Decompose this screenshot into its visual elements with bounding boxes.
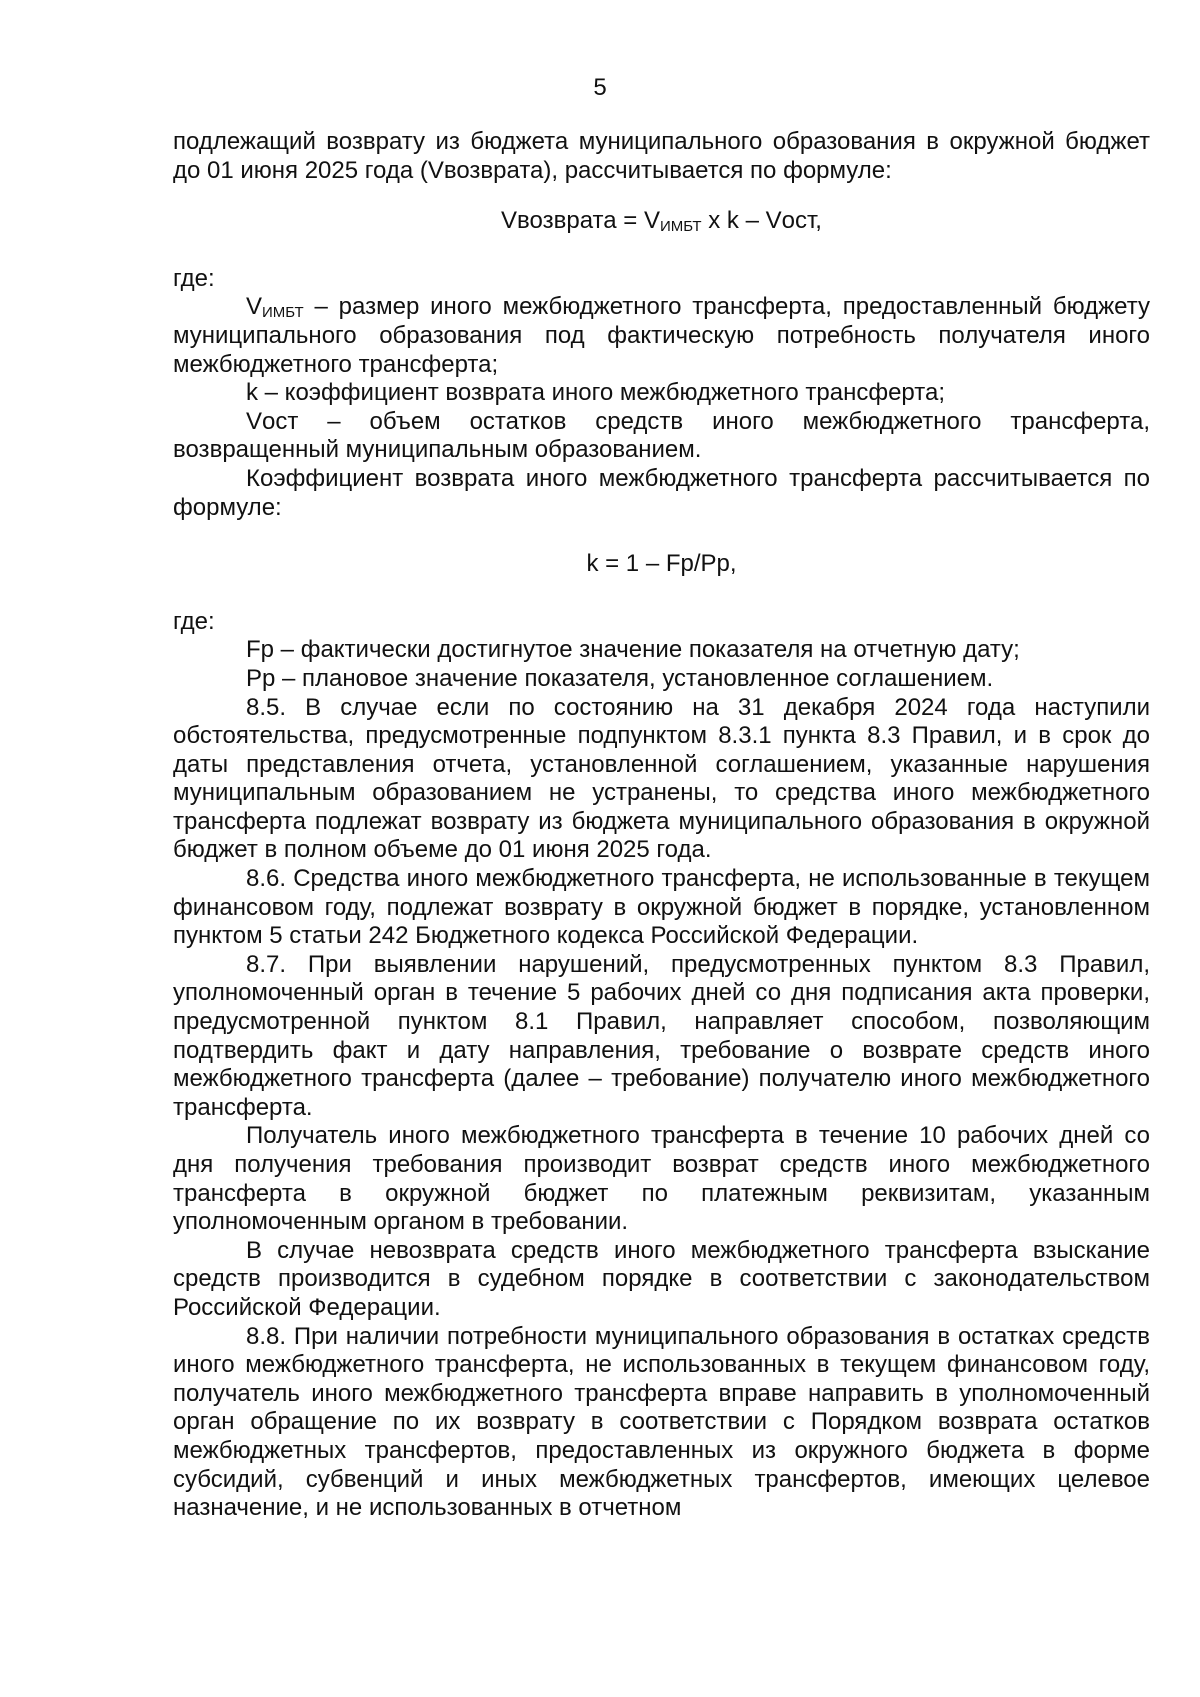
def-v-subscript: ИМБТ	[262, 304, 304, 322]
formula1-subscript: ИМБТ	[659, 218, 702, 236]
paragraph-8-7-recipient: Получатель иного межбюджетного трансферта в течение 10 рабочих дней со дня получения требования производит возврат средств иного межбюджетного трансферта в окружной бюджет по платежным реквизитам, указанным уполномоченным органом в требовании.	[173, 1122, 1150, 1236]
definition-fp: Fp – фактически достигнутое значение показателя на отчетную дату;	[246, 636, 1020, 664]
formula-return-volume	[173, 207, 1150, 236]
where-label-1: где:	[173, 264, 215, 292]
definition-vost: Vост – объем остатков средств иного межбюджетного трансферта, возвращенный муниципальным образованием.	[173, 407, 1150, 464]
intro-paragraph: подлежащий возврату из бюджета муниципального образования в окружной бюджет до 01 июня 2025 года (Vвозврата), рассчитывается по формуле:	[173, 128, 1150, 184]
def-v-symbol: V	[246, 293, 263, 321]
paragraph-8-8: 8.8. При наличии потребности муниципального образования в остатках средств иного межбюджетного трансферта, не использованных в текущем финансовом году, получатель иного межбюджетного трансферта вправе направить в уполномоченный орган обращение по их возврату в соответствии с Порядком возврата остатков межбюджетных трансфертов, предоставленных из окружного бюджета в форме субсидий, субвенций и иных межбюджетных трансфертов, имеющих целевое назначение, и не использованных в отчетном	[173, 1322, 1150, 1522]
definition-pp: Pp – плановое значение показателя, установленное соглашением.	[246, 664, 994, 692]
paragraph-8-7-recovery: В случае невозврата средств иного межбюджетного трансферта взыскание средств производится в судебном порядке в соответствии с законодательством Российской Федерации.	[173, 1236, 1150, 1321]
formula1-lhs: Vвозврата = V	[501, 207, 660, 235]
definition-v-imbt	[173, 293, 1150, 379]
page-number: 5	[593, 74, 607, 101]
def-v-text: – размер иного межбюджетного трансферта, предоставленный бюджету муниципального образования под фактическую потребность получателя иного межбюджетного трансферта;	[173, 293, 1150, 378]
formula-coefficient: k = 1 – Fp/Pp,	[586, 550, 737, 578]
where-label-2: где:	[173, 607, 215, 635]
paragraph-8-6: 8.6. Средства иного межбюджетного трансферта, не использованные в текущем финансовом году, подлежат возврату в окружной бюджет в порядке, установленном пунктом 5 статьи 242 Бюджетного кодекса Российской Федерации.	[173, 865, 1150, 950]
formula1-rhs: x k – Vост,	[701, 207, 822, 235]
coefficient-intro: Коэффициент возврата иного межбюджетного трансферта рассчитывается по формуле:	[173, 464, 1150, 521]
paragraph-8-5: 8.5. В случае если по состоянию на 31 декабря 2024 года наступили обстоятельства, предусмотренные подпунктом 8.3.1 пункта 8.3 Правил, и в срок до даты представления отчета, установленной соглашением, указанные нарушения муниципальным образованием не устранены, то средства иного межбюджетного трансферта подлежат возврату из бюджета муниципального образования в окружной бюджет в полном объеме до 01 июня 2025 года.	[173, 693, 1150, 864]
document-body	[173, 128, 1150, 1523]
definition-k: k – коэффициент возврата иного межбюджетного трансферта;	[246, 379, 945, 407]
paragraph-8-7: 8.7. При выявлении нарушений, предусмотренных пунктом 8.3 Правил, уполномоченный орган в течение 5 рабочих дней со дня подписания акта проверки, предусмотренной пунктом 8.1 Правил, направляет способом, позволяющим подтвердить факт и дату направления, требование о возврате средств иного межбюджетного трансферта (далее – требование) получателю иного межбюджетного трансферта.	[173, 950, 1150, 1121]
